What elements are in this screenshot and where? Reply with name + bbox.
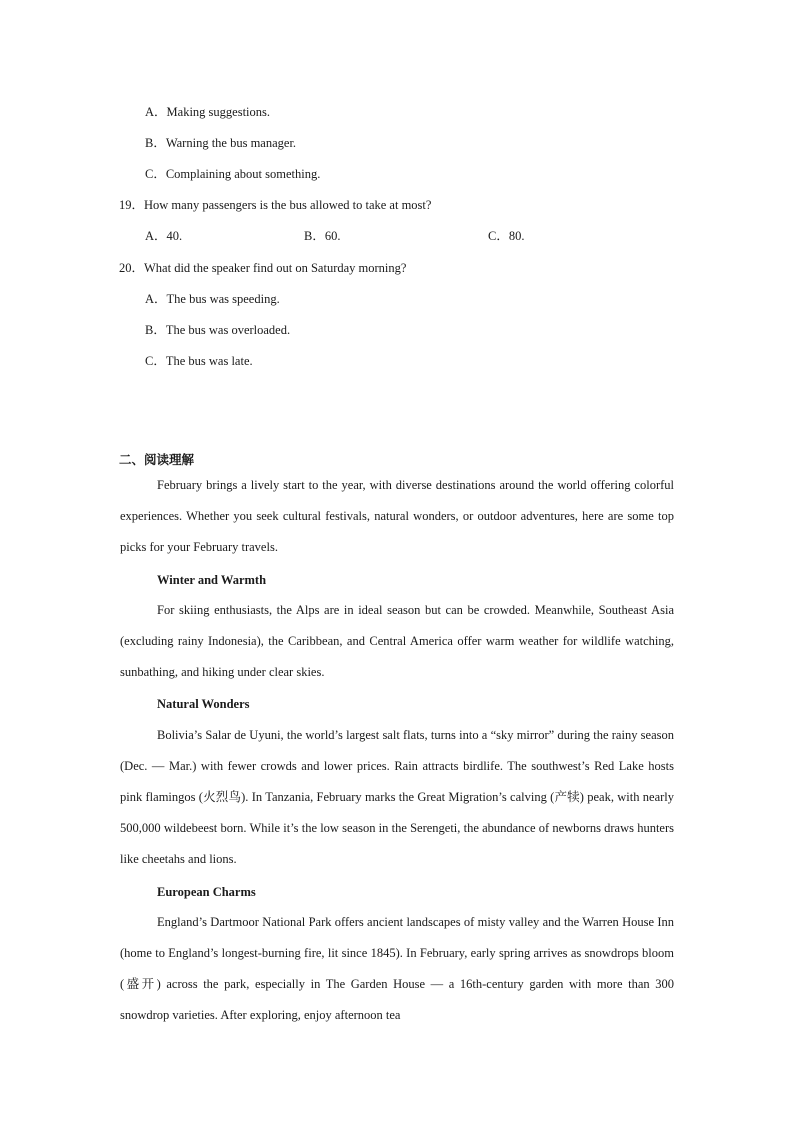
intro-paragraph: February brings a lively start to the year, with diverse destinations around the world offering colorful experiences. Whether you seek cultural festivals, natural wonders, or outdoor adventures, here are some top picks for your February travels. bbox=[120, 478, 674, 554]
q19-option-b: B．60. bbox=[304, 229, 341, 243]
subheading-winter-warmth: Winter and Warmth bbox=[157, 573, 267, 587]
q19-question: 19．How many passengers is the bus allowed to take at most? bbox=[119, 198, 432, 212]
q18-option-a: A．Making suggestions. bbox=[145, 105, 271, 119]
q19-option-c: C．80. bbox=[488, 229, 525, 243]
section-title: 二、阅读理解 bbox=[119, 452, 195, 467]
subheading-natural-wonders: Natural Wonders bbox=[157, 697, 250, 711]
paragraph-european-charms: England’s Dartmoor National Park offers ancient landscapes of misty valley and the Warren House Inn (home to England’s longest-burning fire, lit since 1845). In February, early spring arrives as snowdrops bloom (盛开) across the park, especially in The Garden House — a 16th-century garden with more than 300 snowdrop varieties. After exploring, enjoy afternoon tea bbox=[120, 915, 674, 1022]
subheading-european-charms: European Charms bbox=[157, 885, 256, 899]
q18-option-c: C．Complaining about something. bbox=[145, 167, 321, 181]
q20-option-b: B．The bus was overloaded. bbox=[145, 323, 291, 337]
q20-question: 20．What did the speaker find out on Saturday morning? bbox=[119, 261, 407, 275]
q18-option-b: B．Warning the bus manager. bbox=[145, 136, 297, 150]
q20-option-c: C．The bus was late. bbox=[145, 354, 253, 368]
paragraph-winter-warmth: For skiing enthusiasts, the Alps are in ideal season but can be crowded. Meanwhile, Southeast Asia (excluding rainy Indonesia), the Caribbean, and Central America offer warm weather for wildlife watching, sunbathing, and hiking under clear skies. bbox=[120, 603, 674, 679]
q20-option-a: A．The bus was speeding. bbox=[145, 292, 280, 306]
paragraph-natural-wonders: Bolivia’s Salar de Uyuni, the world’s largest salt flats, turns into a “sky mirror” during the rainy season (Dec. — Mar.) with fewer crowds and lower prices. Rain attracts birdlife. The southwest’s Red Lake hosts pink flamingos (火烈鸟). In Tanzania, February marks the Great Migration’s calving (产犊) peak, with nearly 500,000 wildebeest born. While it’s the low season in the Serengeti, the abundance of newborns draws hunters like cheetahs and lions. bbox=[120, 728, 674, 866]
q19-option-a: A．40. bbox=[145, 229, 183, 243]
